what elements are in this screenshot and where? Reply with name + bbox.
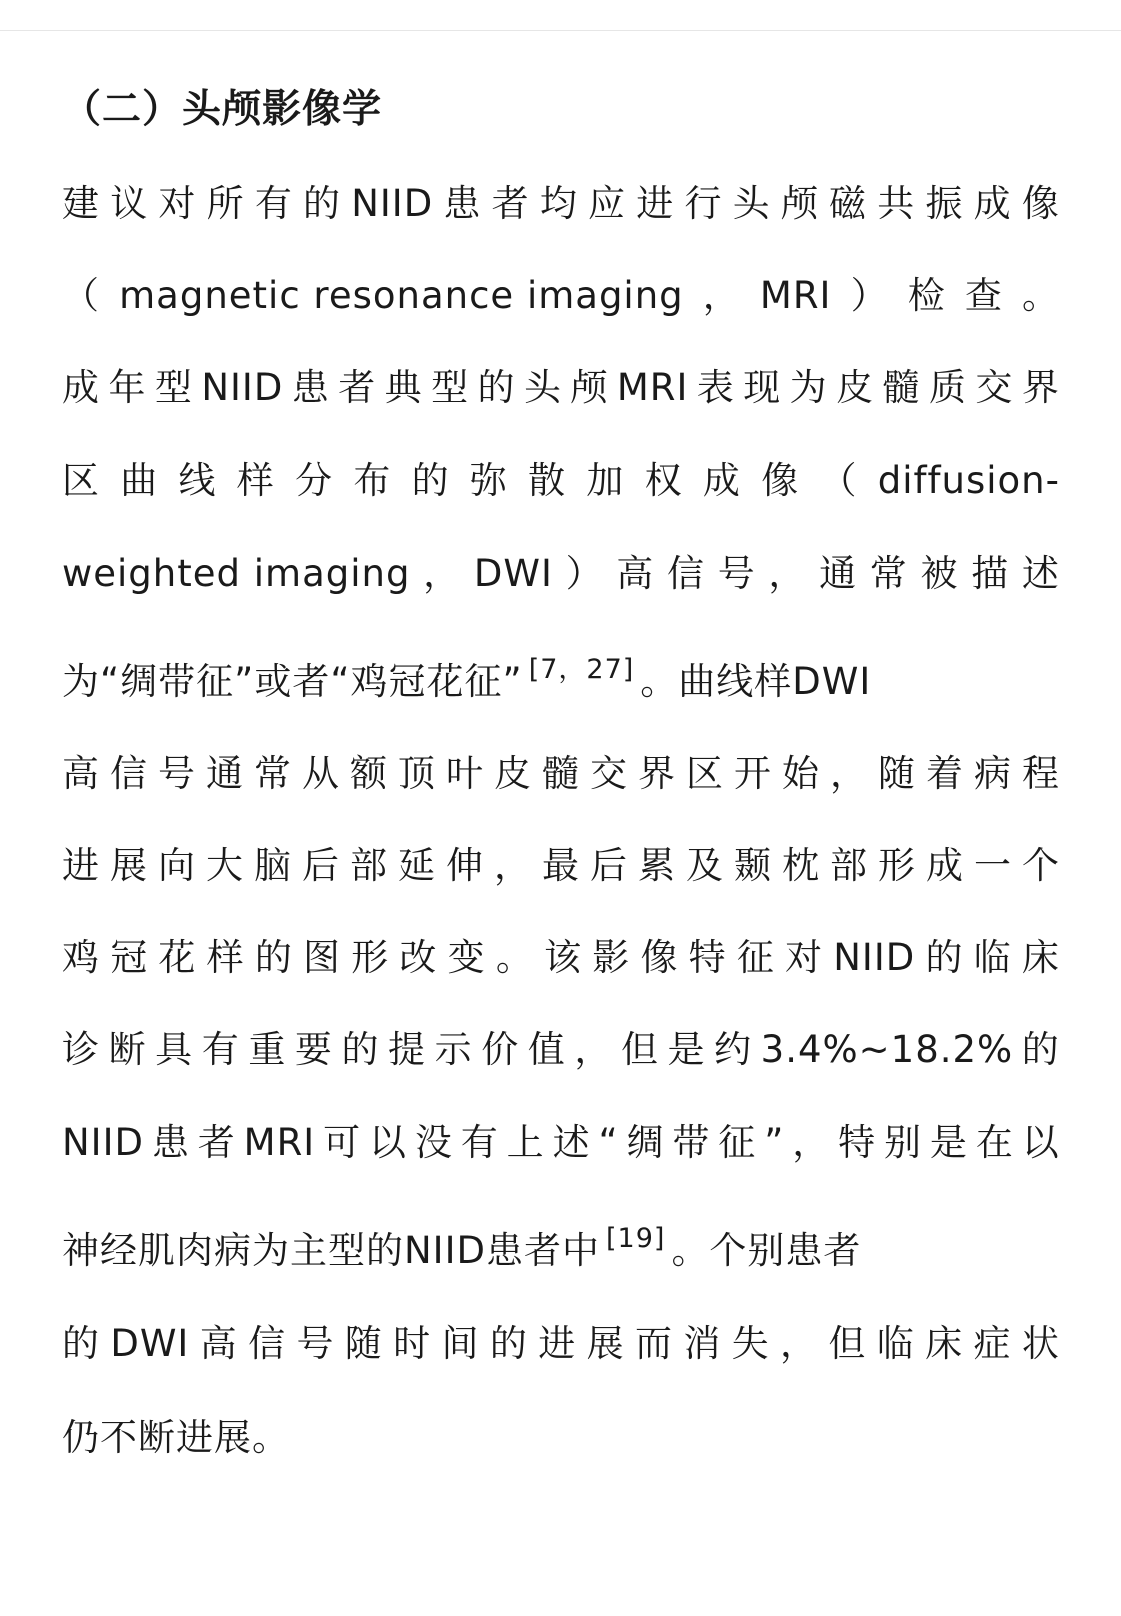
text-segment: 。曲线样DWI — [640, 660, 872, 703]
text-line — [62, 176, 1060, 232]
text-line-content: NIID 患 者 MRI 可 以 没 有 上 述 “ 绸 带 征 ” ， 特 别 是 在 以 — [62, 1121, 1060, 1164]
text-segment: 为“绸带征”或者“鸡冠花征” — [62, 660, 523, 703]
text-line-content: 的 DWI 高 信 号 随 时 间 的 进 展 而 消 失 ， 但 临 床 症 状 — [62, 1322, 1060, 1365]
text-line-content: （ magnetic resonance imaging ， MRI ） 检 查 。 — [62, 274, 1060, 317]
text-line — [62, 546, 1060, 602]
text-line-content: 高 信 号 通 常 从 额 顶 叶 皮 髓 交 界 区 开 始 ， 随 着 病 程 — [62, 752, 1060, 795]
text-segment: 。个别患者 — [671, 1229, 862, 1272]
text-line-with-citation — [62, 1223, 1060, 1279]
text-line — [62, 360, 1060, 416]
text-line — [62, 746, 1060, 802]
text-line — [62, 838, 1060, 894]
top-divider — [0, 30, 1121, 31]
text-line — [62, 1115, 1060, 1171]
text-line-content: 仍不断进展。 — [62, 1416, 290, 1459]
text-line-with-citation — [62, 654, 1060, 710]
text-line-content: 建 议 对 所 有 的 NIID 患 者 均 应 进 行 头 颅 磁 共 振 成 像 — [62, 182, 1060, 225]
text-line-content: 成 年 型 NIID 患 者 典 型 的 头 颅 MRI 表 现 为 皮 髓 质 交 界 — [62, 366, 1060, 409]
text-line — [62, 930, 1060, 986]
text-segment: 神经肌肉病为主型的NIID患者中 — [62, 1229, 600, 1272]
section-heading: （二）头颅影像学 — [62, 87, 383, 132]
text-line — [62, 268, 1060, 324]
text-line-content: weighted imaging ， DWI ） 高 信 号 ， 通 常 被 描 述 — [62, 552, 1060, 595]
text-line — [62, 1022, 1060, 1078]
text-line — [62, 1316, 1060, 1372]
text-line-content: 区 曲 线 样 分 布 的 弥 散 加 权 成 像 （ diffusion- — [62, 459, 1060, 502]
text-line — [62, 1410, 1060, 1466]
text-line — [62, 453, 1060, 509]
text-line-content: 进 展 向 大 脑 后 部 延 伸 ， 最 后 累 及 颞 枕 部 形 成 一 个 — [62, 844, 1060, 887]
citation-reference[interactable]: [19] — [606, 1223, 666, 1254]
text-line-content: 诊 断 具 有 重 要 的 提 示 价 值 ， 但 是 约 3.4%~18.2% 的 — [62, 1028, 1060, 1071]
text-line-content: 鸡 冠 花 样 的 图 形 改 变 。 该 影 像 特 征 对 NIID 的 临 床 — [62, 936, 1060, 979]
citation-reference[interactable]: [7，27] — [528, 654, 635, 685]
